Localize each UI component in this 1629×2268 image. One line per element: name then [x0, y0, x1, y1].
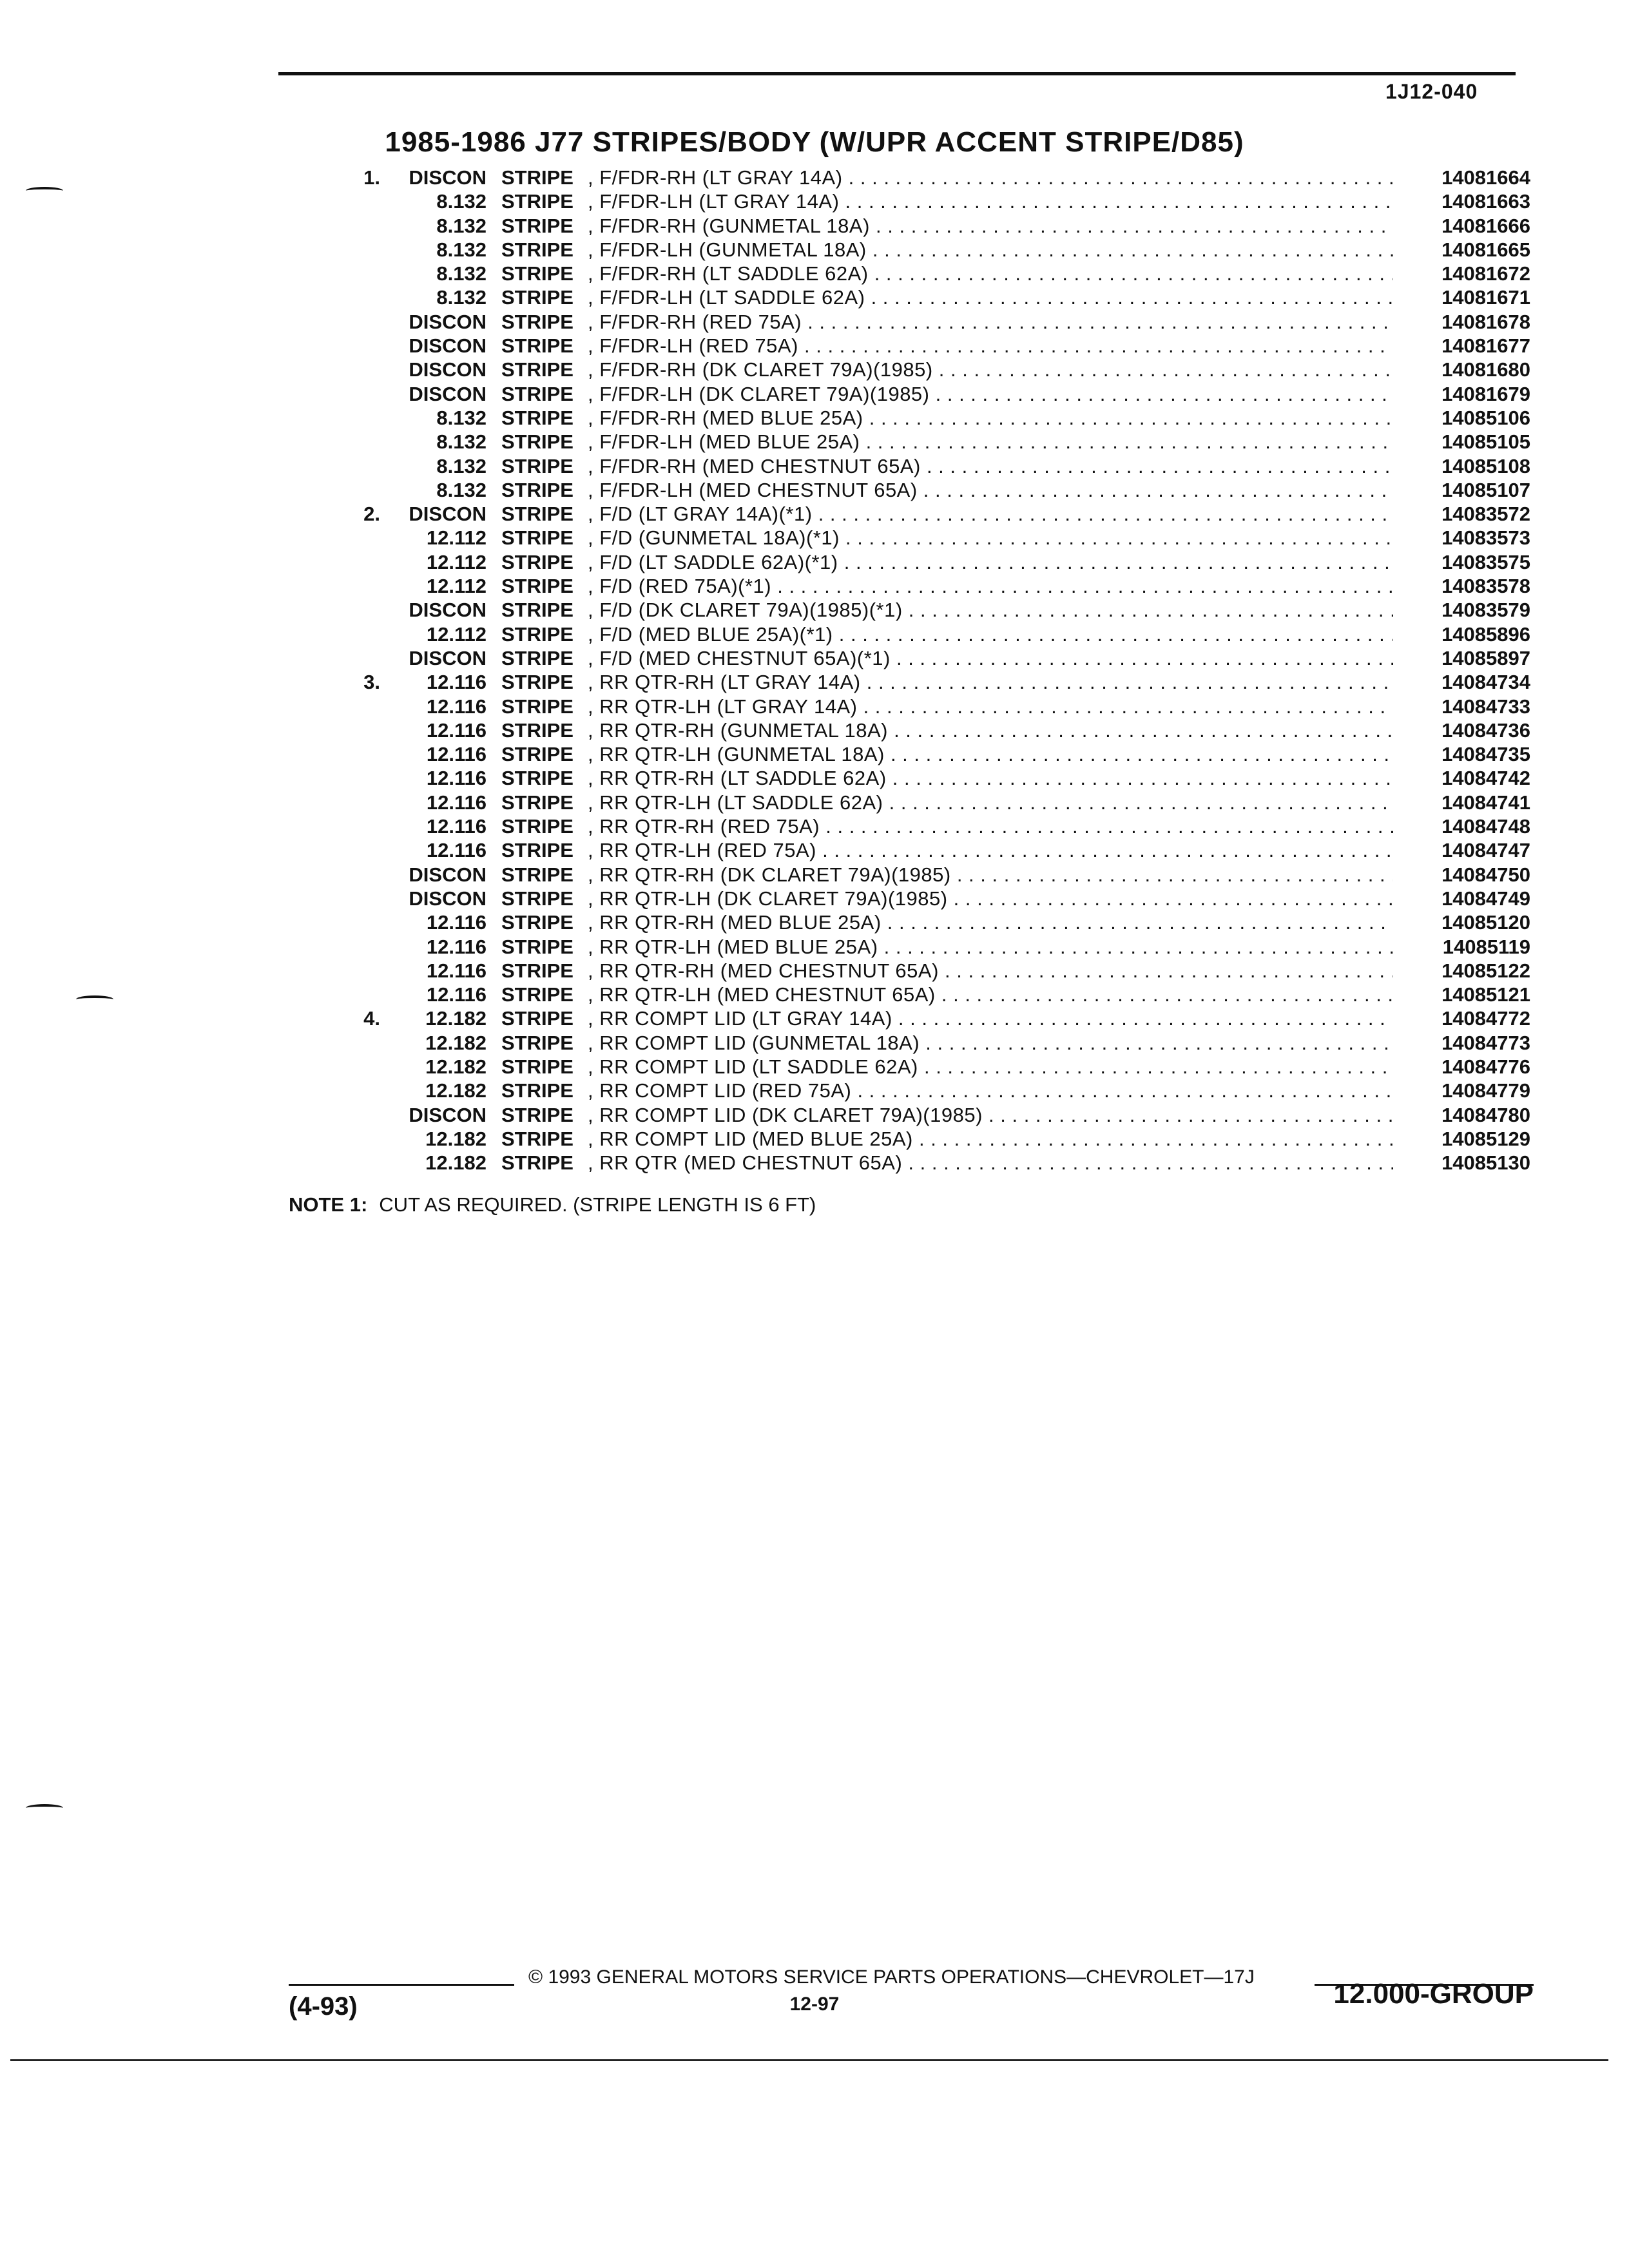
- part-description: , F/FDR-LH (LT GRAY 14A) . . .: [588, 189, 1393, 213]
- part-description: , RR QTR-RH (RED 75A) . . .: [588, 814, 1393, 838]
- part-number: 14084772: [1441, 1007, 1530, 1030]
- part-number: 14083573: [1441, 526, 1530, 550]
- status-code: 12.112: [426, 622, 487, 646]
- part-description: , F/FDR-RH (LT SADDLE 62A) . . .: [588, 262, 1393, 285]
- part-noun: STRIPE: [501, 599, 574, 622]
- part-number: 14084749: [1441, 887, 1530, 910]
- part-row: [0, 959, 1629, 983]
- part-description: , F/FDR-LH (RED 75A) . . .: [588, 334, 1393, 358]
- part-row: [0, 670, 1629, 694]
- part-noun: STRIPE: [501, 1079, 574, 1102]
- part-number: 14081680: [1441, 358, 1530, 381]
- status-code: 12.182: [425, 1055, 487, 1078]
- part-description: , F/FDR-LH (DK CLARET 79A)(1985) . . .: [588, 382, 1393, 406]
- part-number: 14084735: [1441, 743, 1530, 766]
- parts-list: [0, 166, 1629, 1175]
- part-number: 14083578: [1441, 575, 1530, 598]
- part-row: [0, 238, 1629, 262]
- part-row: [0, 214, 1629, 238]
- status-code: 12.116: [426, 839, 487, 862]
- part-noun: STRIPE: [501, 550, 574, 573]
- status-code: 8.132: [436, 430, 487, 454]
- part-number: 14084747: [1441, 839, 1530, 862]
- status-code: DISCON: [409, 358, 487, 381]
- part-number: 14081671: [1441, 286, 1530, 309]
- part-number: 14084736: [1441, 718, 1530, 742]
- part-number: 14081664: [1441, 166, 1530, 189]
- part-row: [0, 1127, 1629, 1151]
- bottom-rule: [10, 2059, 1608, 2061]
- status-code: 8.132: [436, 286, 487, 309]
- part-row: [0, 526, 1629, 550]
- status-code: 12.182: [425, 1007, 487, 1030]
- part-noun: STRIPE: [501, 430, 574, 454]
- part-description: , F/D (LT SADDLE 62A)(*1) . . .: [588, 550, 1393, 574]
- part-description: , RR QTR-RH (LT SADDLE 62A) . . .: [588, 766, 1393, 790]
- part-noun: STRIPE: [501, 1055, 574, 1078]
- status-code: 8.132: [436, 454, 487, 477]
- part-number: 14084733: [1441, 695, 1530, 718]
- part-noun: STRIPE: [501, 695, 574, 718]
- part-description: , F/FDR-RH (MED CHESTNUT 65A) . . .: [588, 454, 1393, 478]
- part-row: [0, 1006, 1629, 1030]
- part-row: [0, 478, 1629, 502]
- part-noun: STRIPE: [501, 935, 574, 958]
- part-description: , F/FDR-LH (MED BLUE 25A) . . .: [588, 430, 1393, 454]
- part-number: 14083575: [1441, 550, 1530, 573]
- part-description: , RR COMPT LID (DK CLARET 79A)(1985) . . .: [588, 1103, 1393, 1127]
- part-noun: STRIPE: [501, 959, 574, 982]
- part-row: [0, 718, 1629, 742]
- part-noun: STRIPE: [501, 1151, 574, 1175]
- status-code: DISCON: [409, 166, 487, 189]
- status-code: 8.132: [436, 238, 487, 261]
- status-code: 12.116: [426, 935, 487, 958]
- part-row: [0, 598, 1629, 622]
- part-number: 14085897: [1441, 646, 1530, 669]
- status-code: 8.132: [436, 214, 487, 237]
- part-number: 14085108: [1441, 454, 1530, 477]
- part-noun: STRIPE: [501, 454, 574, 477]
- revision-date: (4-93): [289, 1992, 358, 2021]
- status-code: 12.116: [426, 791, 487, 814]
- part-number: 14084779: [1441, 1079, 1530, 1102]
- top-rule: [278, 72, 1516, 75]
- status-code: DISCON: [409, 382, 487, 405]
- part-number: 14084776: [1441, 1055, 1530, 1078]
- footnote: [289, 1193, 816, 1216]
- part-noun: STRIPE: [501, 382, 574, 405]
- part-row: [0, 838, 1629, 862]
- copyright-line: © 1993 GENERAL MOTORS SERVICE PARTS OPERATIONS—CHEVROLET—17J: [528, 1966, 1255, 1988]
- part-row: [0, 863, 1629, 887]
- part-row: [0, 742, 1629, 766]
- part-noun: STRIPE: [501, 503, 574, 526]
- part-row: [0, 622, 1629, 646]
- part-description: , RR QTR-RH (MED CHESTNUT 65A) . . .: [588, 959, 1393, 983]
- status-code: DISCON: [409, 310, 487, 333]
- part-description: , RR COMPT LID (GUNMETAL 18A) . . .: [588, 1031, 1393, 1055]
- part-row: [0, 791, 1629, 814]
- part-description: , RR QTR-LH (RED 75A) . . .: [588, 838, 1393, 862]
- part-noun: STRIPE: [501, 646, 574, 669]
- page-code: 1J12-040: [1385, 80, 1478, 103]
- punch-hole-mark: [26, 1804, 63, 1812]
- part-number: 14085106: [1441, 406, 1530, 429]
- group-label: 12.000-GROUP: [1333, 1978, 1534, 2010]
- part-row: [0, 382, 1629, 406]
- part-row: [0, 574, 1629, 598]
- part-row: [0, 646, 1629, 670]
- part-number: 14083572: [1441, 503, 1530, 526]
- part-number: 14084742: [1441, 767, 1530, 790]
- part-description: , F/D (MED BLUE 25A)(*1) . . .: [588, 622, 1393, 646]
- part-description: , F/FDR-RH (LT GRAY 14A) . . .: [588, 166, 1393, 189]
- part-row: [0, 695, 1629, 718]
- part-row: [0, 887, 1629, 910]
- part-description: , F/D (GUNMETAL 18A)(*1) . . .: [588, 526, 1393, 550]
- status-code: DISCON: [409, 887, 487, 910]
- status-code: 12.116: [426, 959, 487, 982]
- part-noun: STRIPE: [501, 310, 574, 333]
- part-noun: STRIPE: [501, 911, 574, 934]
- part-description: , F/FDR-RH (MED BLUE 25A) . . .: [588, 406, 1393, 430]
- status-code: 12.116: [426, 911, 487, 934]
- status-code: DISCON: [409, 646, 487, 669]
- status-code: DISCON: [409, 334, 487, 358]
- part-noun: STRIPE: [501, 166, 574, 189]
- part-number: 14081677: [1441, 334, 1530, 358]
- part-number: 14081679: [1441, 382, 1530, 405]
- part-number: 14084750: [1441, 863, 1530, 886]
- item-number: 1.: [363, 166, 380, 189]
- part-number: 14081672: [1441, 262, 1530, 285]
- part-noun: STRIPE: [501, 671, 574, 694]
- part-number: 14081665: [1441, 238, 1530, 261]
- part-row: [0, 814, 1629, 838]
- part-row: [0, 983, 1629, 1006]
- status-code: 12.116: [426, 815, 487, 838]
- status-code: 12.182: [425, 1031, 487, 1054]
- part-row: [0, 910, 1629, 934]
- part-description: , RR COMPT LID (LT SADDLE 62A) . . .: [588, 1055, 1393, 1079]
- status-code: 12.112: [426, 575, 487, 598]
- part-noun: STRIPE: [501, 983, 574, 1006]
- part-description: , RR QTR-LH (LT SADDLE 62A) . . .: [588, 791, 1393, 814]
- footnote-label: NOTE 1:: [289, 1193, 368, 1216]
- part-number: 14085129: [1441, 1127, 1530, 1150]
- part-row: [0, 310, 1629, 334]
- part-number: 14083579: [1441, 599, 1530, 622]
- part-description: , RR QTR-LH (GUNMETAL 18A) . . .: [588, 742, 1393, 766]
- item-number: 3.: [363, 671, 380, 694]
- status-code: 8.132: [436, 478, 487, 501]
- status-code: 12.112: [426, 526, 487, 550]
- part-row: [0, 1055, 1629, 1079]
- part-row: [0, 550, 1629, 574]
- part-number: 14084773: [1441, 1031, 1530, 1054]
- part-row: [0, 285, 1629, 309]
- part-noun: STRIPE: [501, 791, 574, 814]
- part-number: 14084734: [1441, 671, 1530, 694]
- part-description: , F/FDR-LH (MED CHESTNUT 65A) . . .: [588, 478, 1393, 502]
- part-number: 14084748: [1441, 815, 1530, 838]
- part-description: , RR QTR (MED CHESTNUT 65A) . . .: [588, 1151, 1393, 1175]
- status-code: 12.116: [426, 767, 487, 790]
- part-noun: STRIPE: [501, 743, 574, 766]
- status-code: 12.116: [426, 743, 487, 766]
- status-code: 12.182: [425, 1151, 487, 1175]
- part-description: , RR QTR-RH (MED BLUE 25A) . . .: [588, 910, 1393, 934]
- part-row: [0, 935, 1629, 959]
- part-noun: STRIPE: [501, 1031, 574, 1054]
- status-code: 12.116: [426, 695, 487, 718]
- part-description: , F/FDR-RH (DK CLARET 79A)(1985) . . .: [588, 358, 1393, 381]
- part-description: , RR COMPT LID (LT GRAY 14A) . . .: [588, 1006, 1393, 1030]
- part-noun: STRIPE: [501, 887, 574, 910]
- part-noun: STRIPE: [501, 1007, 574, 1030]
- status-code: 12.116: [426, 671, 487, 694]
- part-number: 14081666: [1441, 214, 1530, 237]
- status-code: 12.112: [426, 550, 487, 573]
- part-noun: STRIPE: [501, 526, 574, 550]
- part-description: , F/D (LT GRAY 14A)(*1) . . .: [588, 502, 1393, 526]
- part-description: , RR QTR-LH (MED BLUE 25A) . . .: [588, 935, 1393, 959]
- part-noun: STRIPE: [501, 238, 574, 261]
- status-code: 8.132: [436, 406, 487, 429]
- part-description: , RR QTR-RH (LT GRAY 14A) . . .: [588, 670, 1393, 694]
- item-number: 2.: [363, 503, 380, 526]
- part-row: [0, 189, 1629, 213]
- part-number: 14085120: [1441, 911, 1530, 934]
- status-code: DISCON: [409, 1103, 487, 1126]
- status-code: 12.116: [426, 983, 487, 1006]
- part-row: [0, 502, 1629, 526]
- part-description: , F/FDR-LH (LT SADDLE 62A) . . .: [588, 285, 1393, 309]
- part-description: , F/FDR-RH (GUNMETAL 18A) . . .: [588, 214, 1393, 238]
- part-description: , RR QTR-LH (LT GRAY 14A) . . .: [588, 695, 1393, 718]
- footer-rule-left: [289, 1984, 514, 1986]
- part-row: [0, 766, 1629, 790]
- status-code: 12.182: [425, 1079, 487, 1102]
- part-description: , RR COMPT LID (RED 75A) . . .: [588, 1079, 1393, 1102]
- part-description: , RR QTR-LH (MED CHESTNUT 65A) . . .: [588, 983, 1393, 1006]
- part-noun: STRIPE: [501, 767, 574, 790]
- part-noun: STRIPE: [501, 262, 574, 285]
- part-noun: STRIPE: [501, 406, 574, 429]
- part-noun: STRIPE: [501, 214, 574, 237]
- part-row: [0, 334, 1629, 358]
- part-noun: STRIPE: [501, 622, 574, 646]
- status-code: DISCON: [409, 503, 487, 526]
- item-number: 4.: [363, 1007, 380, 1030]
- part-noun: STRIPE: [501, 839, 574, 862]
- part-description: , F/FDR-RH (RED 75A) . . .: [588, 310, 1393, 334]
- part-description: , F/FDR-LH (GUNMETAL 18A) . . .: [588, 238, 1393, 262]
- part-row: [0, 1151, 1629, 1175]
- part-noun: STRIPE: [501, 190, 574, 213]
- part-number: 14085105: [1441, 430, 1530, 454]
- status-code: 8.132: [436, 262, 487, 285]
- part-row: [0, 1079, 1629, 1102]
- part-noun: STRIPE: [501, 815, 574, 838]
- status-code: 12.182: [425, 1127, 487, 1150]
- part-noun: STRIPE: [501, 863, 574, 886]
- part-number: 14085107: [1441, 478, 1530, 501]
- part-noun: STRIPE: [501, 334, 574, 358]
- part-noun: STRIPE: [501, 1127, 574, 1150]
- page-title: 1985-1986 J77 STRIPES/BODY (W/UPR ACCENT STRIPE/D85): [385, 126, 1244, 158]
- part-row: [0, 358, 1629, 381]
- status-code: 12.116: [426, 718, 487, 742]
- part-number: 14081663: [1441, 190, 1530, 213]
- part-noun: STRIPE: [501, 1103, 574, 1126]
- status-code: DISCON: [409, 863, 487, 886]
- part-number: 14085896: [1441, 622, 1530, 646]
- part-row: [0, 1031, 1629, 1055]
- part-row: [0, 430, 1629, 454]
- part-noun: STRIPE: [501, 478, 574, 501]
- part-description: , F/D (MED CHESTNUT 65A)(*1) . . .: [588, 646, 1393, 670]
- part-row: [0, 166, 1629, 189]
- page-number: 12-97: [789, 1994, 840, 2015]
- part-noun: STRIPE: [501, 358, 574, 381]
- footnote-text: CUT AS REQUIRED. (STRIPE LENGTH IS 6 FT): [379, 1193, 816, 1216]
- part-number: 14085130: [1441, 1151, 1530, 1175]
- part-description: , RR QTR-RH (DK CLARET 79A)(1985) . . .: [588, 863, 1393, 887]
- part-noun: STRIPE: [501, 575, 574, 598]
- part-number: 14085121: [1441, 983, 1530, 1006]
- part-number: 14081678: [1441, 310, 1530, 333]
- part-number: 14085122: [1441, 959, 1530, 982]
- part-noun: STRIPE: [501, 718, 574, 742]
- part-description: , RR QTR-RH (GUNMETAL 18A) . . .: [588, 718, 1393, 742]
- part-description: , F/D (DK CLARET 79A)(1985)(*1) . . .: [588, 598, 1393, 622]
- part-description: , F/D (RED 75A)(*1) . . .: [588, 574, 1393, 598]
- status-code: DISCON: [409, 599, 487, 622]
- part-number: 14084741: [1441, 791, 1530, 814]
- part-number: 14084780: [1441, 1103, 1530, 1126]
- part-row: [0, 406, 1629, 430]
- part-description: , RR COMPT LID (MED BLUE 25A) . . .: [588, 1127, 1393, 1151]
- part-row: [0, 454, 1629, 478]
- status-code: 8.132: [436, 190, 487, 213]
- part-row: [0, 262, 1629, 285]
- part-row: [0, 1103, 1629, 1127]
- part-number: 14085119: [1442, 935, 1530, 958]
- part-description: , RR QTR-LH (DK CLARET 79A)(1985) . . .: [588, 887, 1393, 910]
- part-noun: STRIPE: [501, 286, 574, 309]
